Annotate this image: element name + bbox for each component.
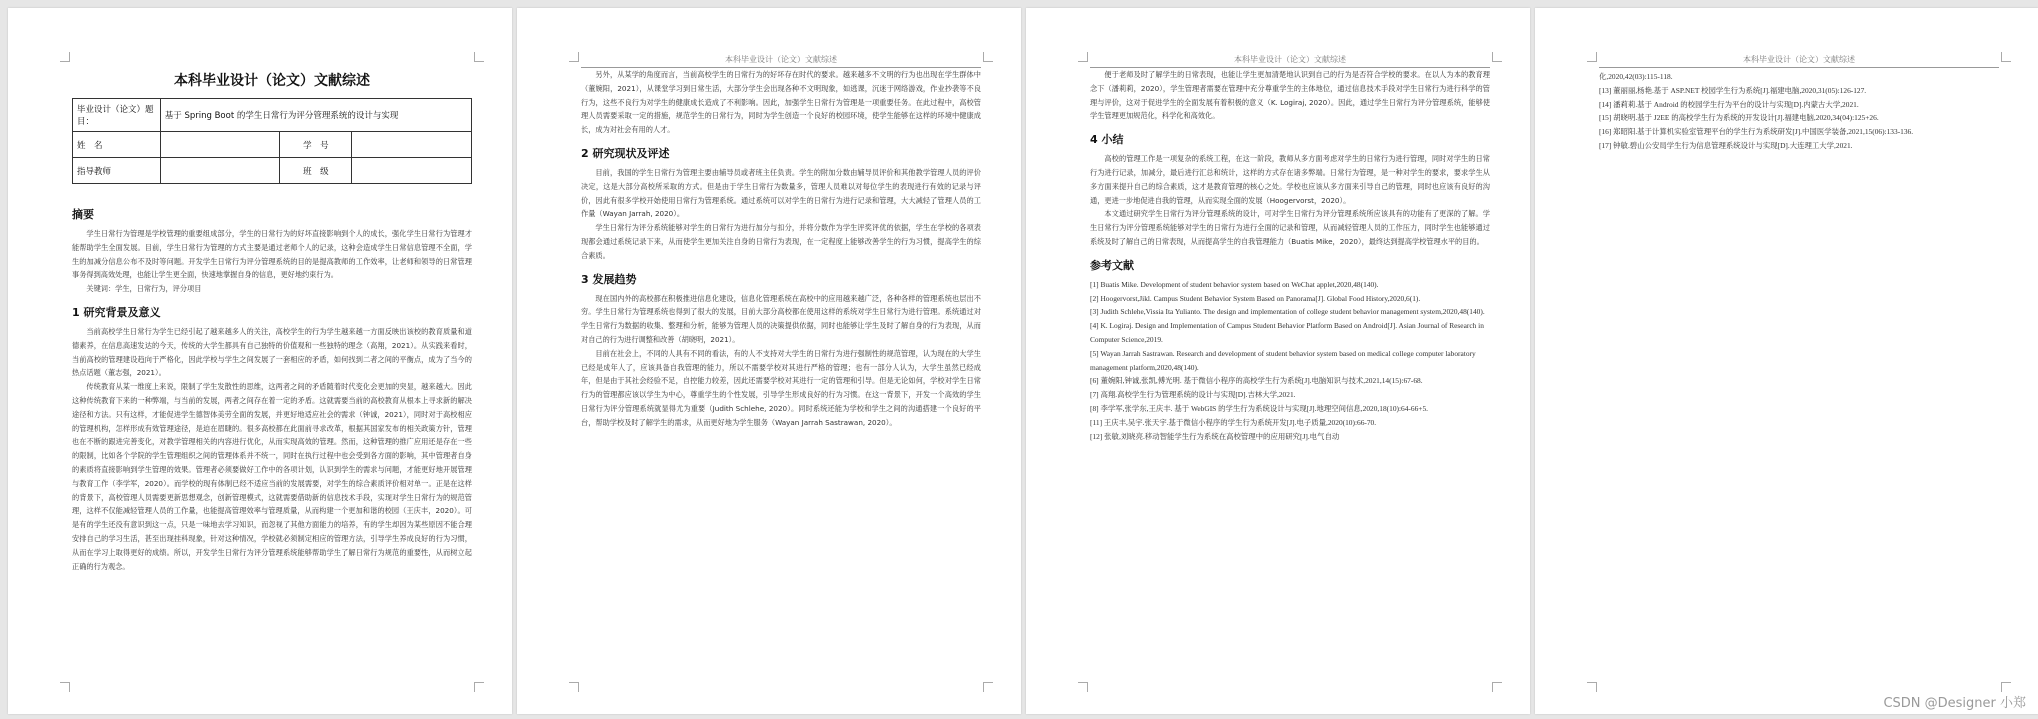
reference-item: [4] K. Logiraj. Design and Implementation of Campus Student Behavior Platform Based on Android[J]. Asian Journal of Research in Computer Science,2019. (1090, 321, 1484, 344)
id-label: 学 号 (280, 132, 352, 158)
crop-mark (1492, 52, 1502, 62)
crop-mark (2001, 52, 2011, 62)
paragraph: 当前高校学生日常行为学生已经引起了越来越多人的关注，高校学生的行为学生越来越一方面反映出该校的教育质量和道德素养，在信息高速发达的今天，传统的大学生都具有自己独特的价值观和一些独特的理念（高翔，2021）。从实践来看时，当前高校的管理建设趋向于严格化，因此学校与学生之间发展了一套相应的矛盾，如何找到二者之间的平衡点，成为了当今的热点话题（董志强，2021）。 (72, 326, 472, 378)
watermark: CSDN @Designer 小郑 (1883, 696, 2026, 711)
crop-mark (1078, 682, 1088, 692)
keywords: 关键词：学生，日常行为，评分项目 (86, 284, 202, 294)
class-value (352, 158, 472, 184)
document-page-3 (1026, 8, 1530, 714)
document-title: 本科毕业设计（论文）文献综述 (174, 73, 370, 89)
crop-mark (60, 52, 70, 62)
crop-mark (474, 682, 484, 692)
crop-mark (569, 682, 579, 692)
paragraph: 目前，我国的学生日常行为管理主要由辅导员或者班主任负责。学生的附加分数由辅导员评价和其他教学管理人员的评价决定，这是大部分高校所采取的方式。但是由于学生日常行为数量多，管理人员难以对每位学生的表现进行有效的记录与评价，因此有很多学校开始使用日常行为管理系统。通过系统可以对学生的日常行为进行记录和管理，大大减轻了管理人员的工作量（Wayan Jarrah, 2020）。 (581, 167, 981, 219)
reference-item: [5] Wayan Jarrah Sastrawan. Research and development of student behavior system based on medical college computer laboratory management platform,2020,48(140). (1090, 348, 1476, 372)
reference-item: [14] 潘莉莉.基于 Android 的校园学生行为平台的设计与实现[D].内蒙古大学,2021. (1599, 99, 1859, 109)
crop-mark (1492, 682, 1502, 692)
reference-item: [13] 董丽丽,杨艳.基于 ASP.NET 校园学生行为系统[J].福建电脑,2020,31(05):126-127. (1599, 85, 1867, 95)
reference-item: [2] Hoogervorst,Jikl. Campus Student Behavior System Based on Panorama[J]. Global Food History,2020,6(1). (1090, 293, 1421, 303)
reference-item: [7] 高翔.高校学生行为管理系统的设计与实现[D].吉林大学,2021. (1090, 390, 1296, 400)
name-value (160, 132, 280, 158)
crop-mark (983, 682, 993, 692)
running-head: 本科毕业设计（论文）文献综述 (1599, 54, 1999, 68)
reference-item: [6] 董婉阳,钟诚,张凯,傅光明. 基于微信小程序的高校学生行为系统[J].电脑知识与技术,2021,14(15):67-68. (1090, 376, 1423, 386)
crop-mark (1078, 52, 1088, 62)
reference-item: [8] 李学军,张学东,王庆丰. 基于 WebGIS 的学生行为系统设计与实现[J].地理空间信息,2020,18(10):64-66+5. (1090, 403, 1428, 413)
abstract-heading: 摘要 (72, 208, 94, 221)
reference-item: [17] 钟敏.碧山公安局学生行为信息管理系统设计与实现[D].大连理工大学,2021. (1599, 140, 1853, 150)
running-head: 本科毕业设计（论文）文献综述 (581, 54, 981, 68)
section-heading: 3 发展趋势 (581, 272, 637, 286)
document-page-1 (8, 8, 512, 714)
paragraph: 现在国内外的高校都在积极推进信息化建设，信息化管理系统在高校中的应用越来越广泛，各种各样的管理系统也层出不穷。学生日常行为管理系统也得到了很大的发展，目前大部分高校都在使用这样的系统对学生日常行为进行管理。系统通过对学生日常行为数据的收集、整理和分析，能够为管理人员的决策提供依据，同时也能够让学生及时了解自身的行为表现，从而对自己的行为进行调整和改善（胡晓明，2021）。 (581, 293, 981, 344)
section-heading: 2 研究现状及评述 (581, 146, 670, 160)
reference-item: [16] 郑昭阳.基于计算机实验室管理平台的学生行为系统研发[J].中国医学装备,2021,15(06):133-136. (1599, 127, 1914, 137)
name-label: 姓 名 (73, 132, 161, 158)
document-page-2 (517, 8, 1021, 714)
info-table (72, 98, 472, 184)
paragraph: 便于老师及时了解学生的日常表现，也能让学生更加清楚地认识到自己的行为是否符合学校的要求。在以人为本的教育理念下（潘莉莉，2020），学生管理者需要在管理中充分尊重学生的主体地位，通过信息技术手段对学生日常行为进行科学的管理与评价，这对于促进学生的全面发展有着积极的意义（K. Logiraj, 2020）。因此，通过学生日常行为评分管理系统，能够使学生管理更加规范化，科学化和高效化。 (1090, 70, 1490, 121)
section-heading: 4 小结 (1090, 133, 1124, 147)
running-head: 本科毕业设计（论文）文献综述 (1090, 54, 1490, 68)
topic-value: 基于 Spring Boot 的学生日常行为评分管理系统的设计与实现 (160, 99, 471, 132)
crop-mark (60, 682, 70, 692)
abstract-text: 学生日常行为管理是学校管理的重要组成部分，学生的日常行为的好坏直接影响到个人的成长，强化学生日常行为管理才能帮助学生全面发展。目前，学生日常行为管理的方式主要是通过老师个人的记录，这种会造成学生日常信息管理不全面，学生的加减分信息公布不及时等问题。开发学生日常行为评分管理系统的目的是提高教师的工作效率，让老师和领导的日常管理事务得到高效处理，也能让学生更全面，快速地掌握自身的信息，更好地约束行为。 (72, 229, 472, 280)
reference-item: [3] Judith Schlehe,Vissia Ita Yulianto. The design and implementation of college student behavior management system,2020,48(140). (1090, 307, 1485, 317)
crop-mark (474, 52, 484, 62)
document-page-4 (1535, 8, 2038, 714)
advisor-value (160, 158, 280, 184)
crop-mark (1587, 682, 1597, 692)
crop-mark (569, 52, 579, 62)
paragraph: 学生日常行为评分系统能够对学生的日常行为进行加分与扣分，并将分数作为学生评奖评优的依据，学生在学校的各项表现都会通过系统记录下来，从而使学生更加关注自身的日常行为表现，在一定程度上能够改善学生的行为习惯，提高学生的综合素质。 (581, 223, 981, 260)
paragraph: 高校的管理工作是一项复杂的系统工程，在这一阶段，教师从多方面考虑对学生的日常行为进行管理，同时对学生的日常行为进行记录，加减分，最后进行汇总和统计，这样的方式存在诸多弊端。日常行为管理，是一种对学生的要求，要求学生从多方面来提升自己的综合素质，这才是教育管理的核心之处。学校也应该从多方面来引导自己的管理，同时也应该有良好的沟通，更进一步地促进自我的管理，从而实现全面的发展（Hoogervorst，2020）。 (1090, 154, 1490, 205)
paragraph: 本文通过研究学生日常行为评分管理系统的设计，可对学生日常行为评分管理系统所应该具有的功能有了更深的了解。学生日常行为评分管理系统能够对学生的日常行为进行全面的记录和管理，从而减轻管理人员的工作压力，同时学生也能够通过系统及时了解自己的日常表现，从而提高学生的自我管理能力（Buatis Mike，2020），最终达到提高学校管理水平的目的。 (1090, 209, 1490, 246)
paragraph: 另外，从某学的角度而言，当前高校学生的日常行为的好坏存在时代的要求。越来越多不文明的行为也出现在学生群体中（董婉阳，2021），从课堂学习到日常生活，大部分学生会出现各种不文明现象，如逃课，沉迷于网络游戏，作业抄袭等不良行为，这些不良行为对学生的健康成长造成了不利影响。因此，加强学生日常行为管理是一项重要任务。在此过程中，高校管理人员需要采取一定的措施，规范学生的日常行为，同时为学生创造一个良好的校园环境，使学生能够在这样的环境中健康成长，成为对社会有用的人才。 (581, 70, 981, 135)
advisor-label: 指导教师 (73, 158, 161, 184)
topic-label: 毕业设计（论文）题目： (73, 99, 161, 132)
reference-item: [1] Buatis Mike. Development of student behavior system based on WeChat applet,2020,48(140). (1090, 279, 1379, 289)
paragraph: 传统教育从某一维度上来说，限制了学生发散性的思维，这两者之间的矛盾随着时代变化会更加的突显，越来越大。因此这种传统教育下来的一种弊端，与当前的发展，两者之间存在着一定的矛盾。这就需要当前的高校教育从根本上寻求新的解决途径和方法。只有这样，才能促进学生德智体美劳全面的发展，并更好地适应社会的需求（钟诚，2021），同时对于高校相应的管理机构，怎样形成有效管理途径，是迫在眉睫的。很多高校都在此面前寻求改革，根据其国家发布的相关政策方针，管理也在不断的跟进完善变化，对教学管理相关的内容进行优化，从而实现高效的管理。然而，这种管理的推广应用还是存在一些的限制，比如各个学院的学生管理组织之间的管理体系并不统一，同时在执行过程中也会受到各方面的影响，其中管理者自身的素质将直接影响到学生管理的效果。管理者必须要做好工作中的各项计划，认识到学生的需求与问题，才能更好地开展管理与教育工作（李学军，2020）。而学校的现有体制已经不适应当前的发展需要，对学生的综合素质评价相对单一。正是在这样的背景下，高校管理人员需要更新思想观念，创新管理模式，这就需要借助新的信息技术手段，实现对学生日常行为的规范管理，这样不仅能减轻管理人员的工作量，也能提高管理效率与管理质量，从而构建一个更加和谐的校园（王庆丰，2020）。可是有的学生还没有意识到这一点，只是一味地去学习知识，而忽视了其他方面能力的培养，有的学生却因为某些原因不能合理安排自己的学习生活，甚至出现挂科现象，针对这种情况，学校就必须制定相应的管理方法，引导学生养成良好的行为习惯，从而在学习上取得更好的成绩。所以，开发学生日常行为评分管理系统能够帮助学生了解日常行为规范的重要性，从而树立起正确的行为观念。 (72, 382, 472, 571)
section-heading: 1 研究背景及意义 (72, 305, 161, 319)
crop-mark (2001, 682, 2011, 692)
crop-mark (983, 52, 993, 62)
reference-item: 化,2020,42(03):115-118. (1599, 72, 1673, 81)
crop-mark (1587, 52, 1597, 62)
reference-item: [11] 王庆丰,吴宇.张天宇.基于微信小程序的学生行为系统开发[J].电子质量,2020(10):66-70. (1090, 417, 1377, 427)
id-value (352, 132, 472, 158)
references-heading: 参考文献 (1090, 258, 1134, 272)
reference-item: [15] 胡晓明.基于 J2EE 的高校学生行为系统的开发设计[J].福建电脑,2020,34(04):125+26. (1599, 113, 1879, 123)
paragraph: 目前在社会上，不同的人具有不同的看法，有的人不支持对大学生的日常行为进行强制性的规范管理，认为现在的大学生已经是成年人了，应该具备自我管理的能力，所以不需要学校对其进行严格的管理；也有一部分人认为，大学生虽然已经成年，但是由于其社会经验不足，自控能力较差，因此还需要学校对其进行一定的管理和引导。但是无论如何，学校对学生日常行为的管理都应该以学生为中心，尊重学生的个性发展，引导学生形成良好的行为习惯。在这一背景下，开发一个高效的学生日常行为评分管理系统就显得尤为重要（Judith Schlehe, 2020）。同时系统还能为学校和学生之间的沟通搭建一个良好的平台，帮助学校及时了解学生的需求，从而更好地为学生服务（Wayan Jarrah Sastrawan, 2020）。 (581, 348, 981, 427)
reference-item: [12] 张敏,刘晓亮.移动智能学生行为系统在高校管理中的应用研究[J].电气自动 (1090, 431, 1340, 441)
class-label: 班 级 (280, 158, 352, 184)
